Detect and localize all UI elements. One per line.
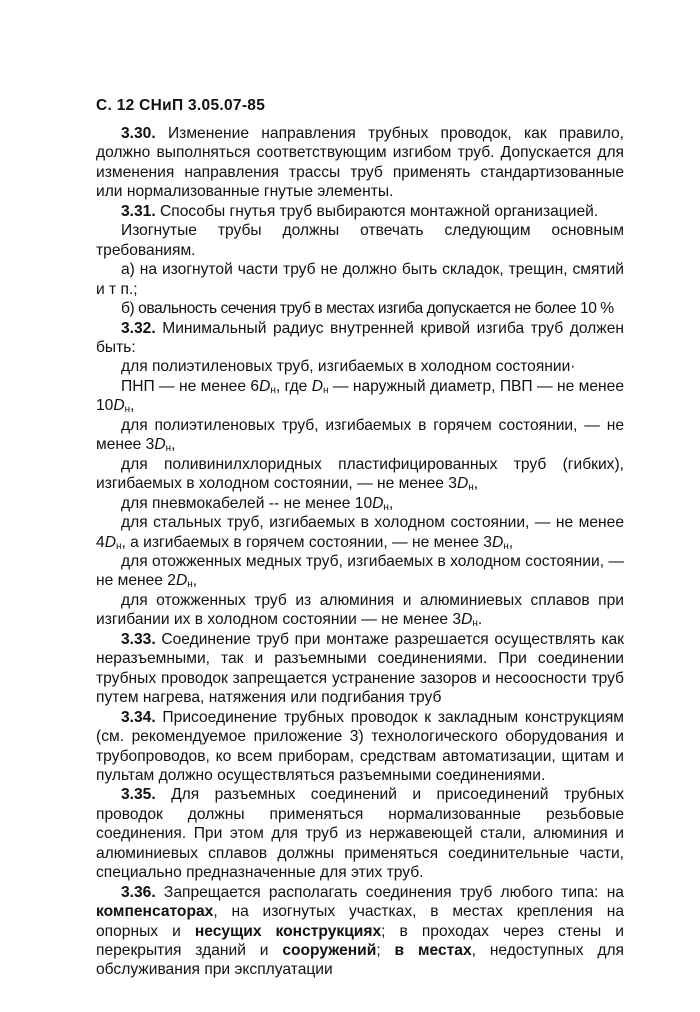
clause-number: 3.32. [121,319,156,337]
list-item-b: б) овальность сечения труб в местах изгиба допускается не более 10 % [121,300,614,318]
list-line-polyethylene-hot: для полиэтиленовых труб, изгибаемых в горячем состоянии, — не менее $3D_н$, [96,416,624,455]
paragraph-3-31-requirements: Изогнутые трубы должны отвечать следующим основным требованиям. [96,222,624,259]
paragraph-3-31 [96,202,624,221]
paragraph-text: Изменение направления трубных проводок, как правило, должно выполняться соответствующим изгибом труб. Допускается для изменения направления трассы труб применять стандартизованные или нормализованные гнутые элементы. [96,125,624,201]
paragraph-3-30 [96,124,624,202]
paragraph-3-34 [96,708,624,786]
paragraph-text: Соединение труб при монтаже разрешается осуществлять как неразъемными, так и разъемными соединениями. При соединении трубных проводок запрещается устранение зазоров и несоосности труб путем нагрева, натяжения или подгибания труб [96,630,624,707]
list-line-pvc: для поливинилхлоридных пластифицированных труб (гибких), изгибаемых в холодном состоянии, — не менее $3D_н$, [96,455,624,494]
clause-number: 3.31. [121,202,156,220]
clause-number: 3.34. [121,708,156,726]
clause-number: 3.30. [121,125,156,142]
paragraph-text: Присоединение трубных проводок к закладным конструкциям (см. рекомендуемое приложение 3) технологического оборудования и трубопроводов, ко всем приборам, средствам автоматизации, щитам и пультам должно осуществляться разъемными соединениями. [96,708,624,784]
list-line-steel: для стальных труб, изгибаемых в холодном состоянии, — не менее $4D_н$, а изгибаемых в горячем состоянии, — не менее $3D_н$, [96,514,624,552]
paragraph-3-36: 3.36. Запрещается располагать соединения труб любого типа: на компенсаторах, на изогнутых участках, в местах крепления на опорных и несущих конструкциях; в проходах через стены и перекрытия зданий и сооружений; в местах, недоступных для обслуживания при эксплуатации [96,883,624,979]
page-header: С. 12 СНиП 3.05.07-85 [96,97,266,114]
clause-number: 3.33. [121,630,156,648]
list-line-aluminium: для отожженных труб из алюминия и алюминиевых сплавов при изгибании их в холодном состоянии — не менее $3D_н$. [96,591,624,630]
paragraph-text: Для разъемных соединений и присоединений трубных проводок должны применяться нормализованные резьбовые соединения. При этом для труб из нержавеющей стали, алюминия и алюминиевых сплавов должны применяться соединительные части, специально предназначенные для этих труб. [96,786,624,882]
clause-number: 3.36. [121,883,156,901]
paragraph-3-35 [96,785,624,882]
list-item-a: а) на изогнутой части труб не должно быть складок, трещин, смятий и т п.; [96,261,624,298]
document-body [96,124,624,980]
paragraph-text: Способы гнутья труб выбираются монтажной организацией. [155,202,599,220]
paragraph-3-33 [96,630,624,708]
list-line-copper: для отожженных медных труб, изгибаемых в холодном состоянии, — не менее $2D_н$, [96,552,624,591]
paragraph-3-32 [96,319,624,358]
paragraph-text: Минимальный радиус внутренней кривой изгиба труб должен быть: [96,319,624,356]
clause-number: 3.35. [121,786,156,804]
list-line-polyethylene-cold: для полиэтиленовых труб, изгибаемых в холодном состоянии· [121,358,576,376]
list-line-pneumocable: для пневмокабелей -- не менее $10D_н$, [121,494,394,513]
list-line-pnp-pvp: ПНП — не менее $6D_н$, где $D_н$ — наружный диаметр, ПВП — не менее $10D_н$, [96,377,624,416]
